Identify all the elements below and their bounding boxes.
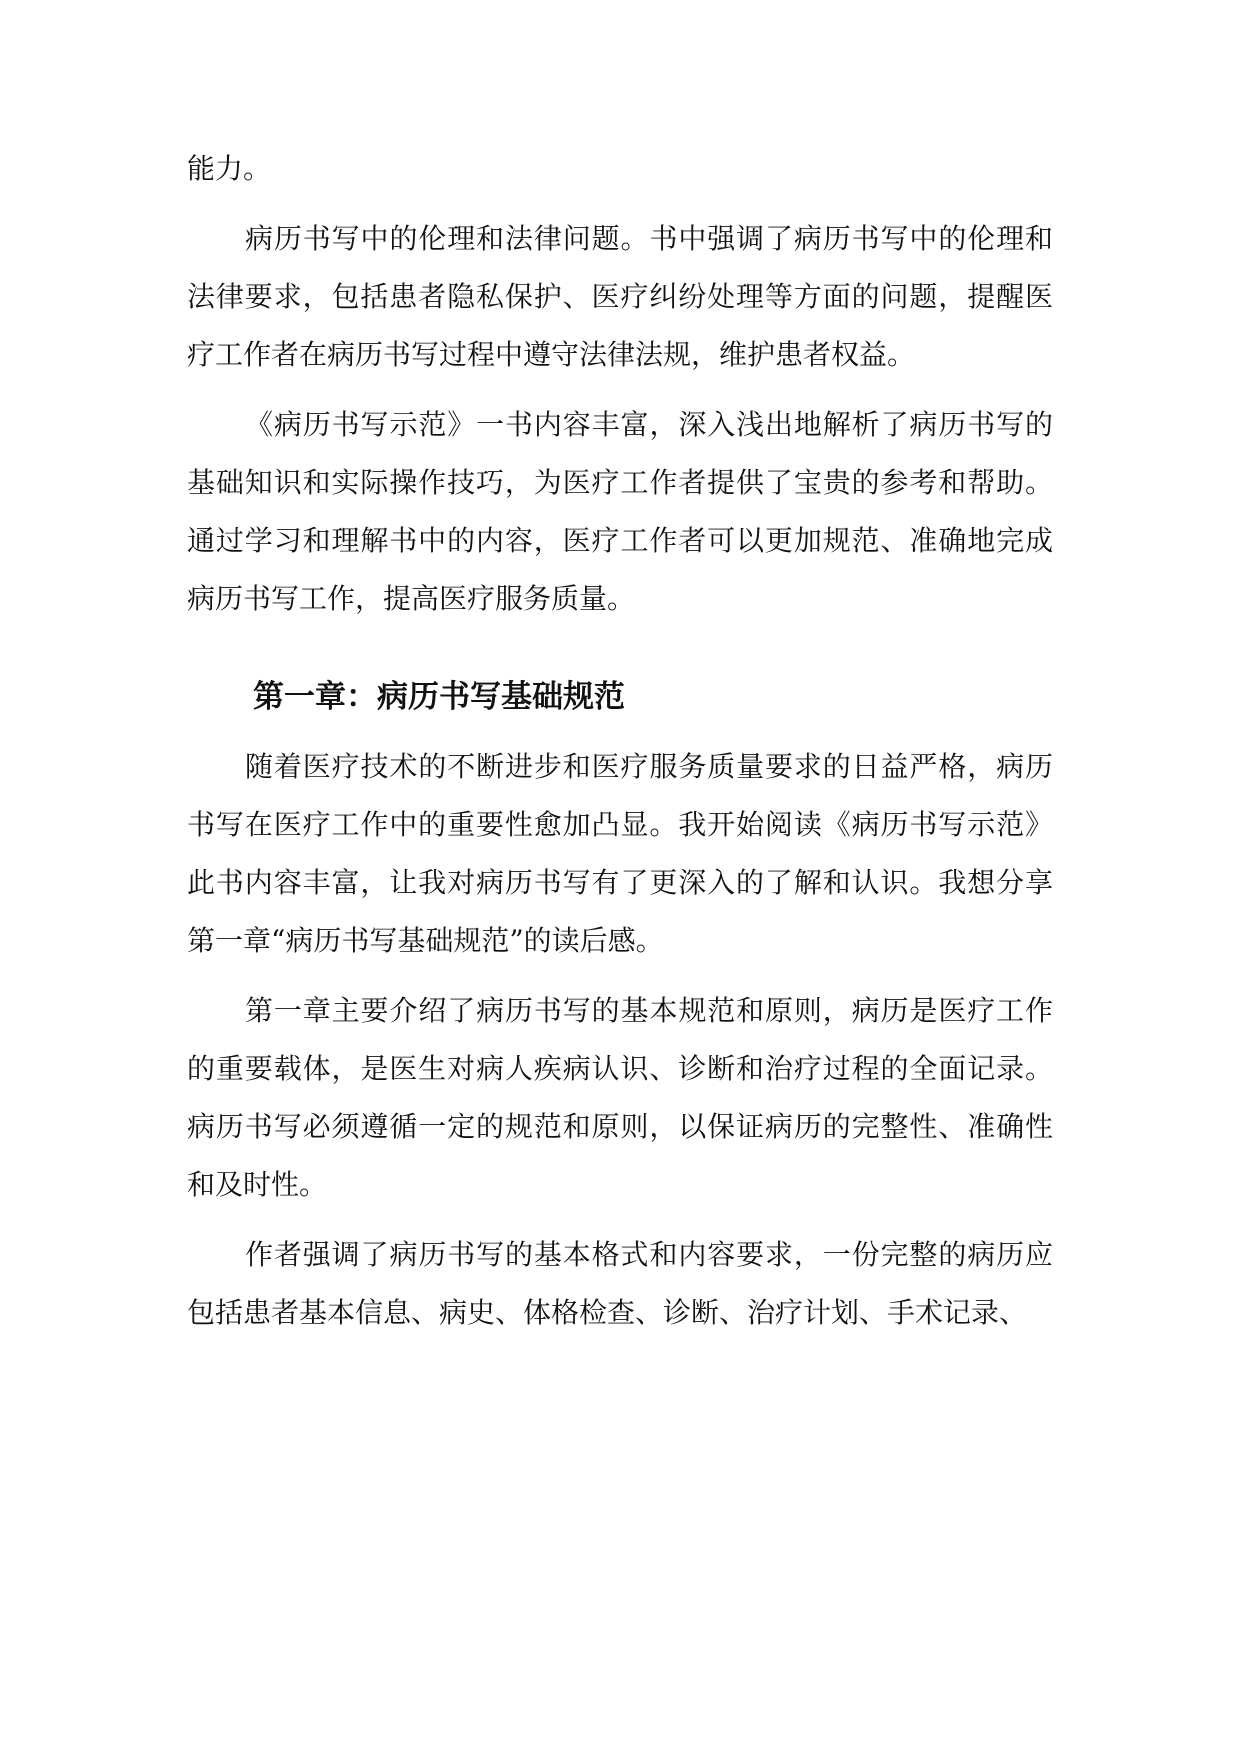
chapter-heading: 第一章：病历书写基础规范 — [253, 679, 625, 715]
paragraph-book-summary: 《病历书写示范》一书内容丰富，深入浅出地解析了病历书写的基础知识和实际操作技巧，为医疗工作者提供了宝贵的参考和帮助。通过学习和理解书中的内容，医疗工作者可以更加规范、准确地完成病历书写工作，提高医疗服务质量。 — [187, 408, 1053, 615]
paragraph-intro: 随着医疗技术的不断进步和医疗服务质量要求的日益严格，病历书写在医疗工作中的重要性愈加凸显。我开始阅读《病历书写示范》此书内容丰富，让我对病历书写有了更深入的了解和认识。我想分享第一章“病历书写基础规范”的读后感。 — [187, 750, 1053, 957]
paragraph-continuation: 能力。 — [187, 152, 272, 185]
paragraph-format-requirements: 作者强调了病历书写的基本格式和内容要求，一份完整的病历应包括患者基本信息、病史、体格检查、诊断、治疗计划、手术记录、 — [187, 1238, 1053, 1329]
paragraph-ethics-law: 病历书写中的伦理和法律问题。书中强调了病历书写中的伦理和法律要求，包括患者隐私保护、医疗纠纷处理等方面的问题，提醒医疗工作者在病历书写过程中遵守法律法规，维护患者权益。 — [187, 222, 1053, 371]
paragraph-chapter-one: 第一章主要介绍了病历书写的基本规范和原则，病历是医疗工作的重要载体，是医生对病人疾病认识、诊断和治疗过程的全面记录。病历书写必须遵循一定的规范和原则，以保证病历的完整性、准确性和及时性。 — [187, 994, 1053, 1201]
document-body — [187, 140, 1053, 1342]
